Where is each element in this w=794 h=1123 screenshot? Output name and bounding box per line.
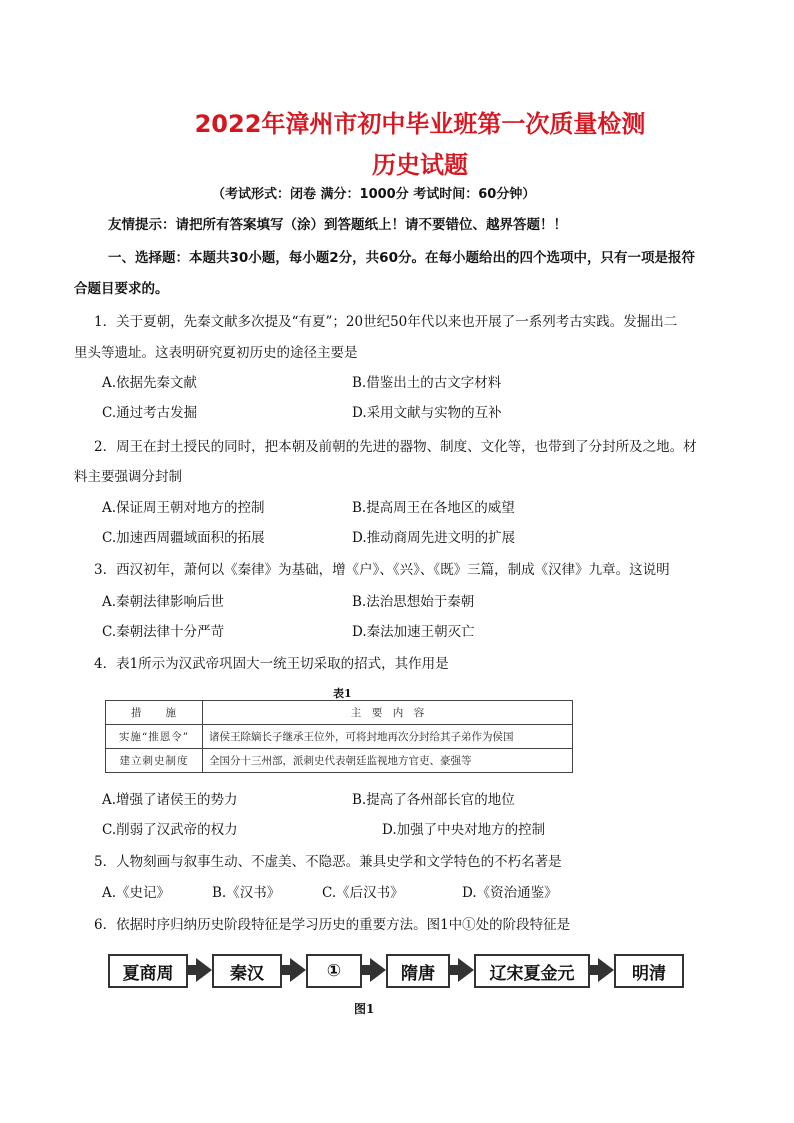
question-3-option-b[interactable]: B.法治思想始于秦朝	[352, 594, 475, 610]
arrow-right-icon	[370, 958, 386, 982]
question-1-option-c[interactable]: C.通过考古发掘	[102, 405, 198, 421]
table-header-row	[106, 701, 573, 725]
timeline-stage-blank: ①	[306, 954, 362, 988]
question-3-option-c[interactable]: C.秦朝法律十分严苛	[102, 624, 225, 640]
section-instruction-line2: 合题目要求的。	[74, 281, 169, 297]
timeline-stage: 秦汉	[212, 954, 282, 988]
question-5-stem: 5．人物刻画与叙事生动、不虚美、不隐恶。兼具史学和文学特色的不朽名著是	[94, 854, 562, 870]
table-cell: 实施“推恩令”	[106, 725, 203, 749]
table-cell: 诸侯王除嫡长子继承王位外，可将封地再次分封给其子弟作为侯国	[203, 725, 573, 749]
question-2-option-a[interactable]: A.保证周王朝对地方的控制	[102, 500, 265, 516]
question-1-stem-line1: 1．关于夏朝，先秦文献多次提及“有夏”；20世纪50年代以来也开展了一系列考古实践。发掘出二	[94, 314, 678, 330]
question-2-option-b[interactable]: B.提高周王在各地区的威望	[352, 500, 515, 516]
table-header-cell: 主 要 内 容	[203, 701, 573, 725]
question-1-option-a[interactable]: A.依据先秦文献	[102, 375, 198, 391]
timeline-stage: 隋唐	[386, 954, 450, 988]
question-2-stem-line2: 料主要强调分封制	[74, 469, 182, 485]
question-5-option-b[interactable]: B.《汉书》	[212, 885, 281, 901]
timeline-stage: 夏商周	[108, 954, 188, 988]
question-5-option-c[interactable]: C.《后汉书》	[322, 885, 404, 901]
arrow-right-icon	[196, 958, 212, 982]
question-4-stem: 4．表1所示为汉武帝巩固大一统王切采取的招式，其作用是	[94, 656, 449, 672]
question-4-option-a[interactable]: A.增强了诸侯王的势力	[102, 792, 238, 808]
question-1-option-d[interactable]: D.采用文献与实物的互补	[352, 405, 502, 421]
question-6-stem: 6．依据时序归纳历史阶段特征是学习历史的重要方法。图1中①处的阶段特征是	[94, 917, 571, 933]
arrow-right-icon	[598, 958, 614, 982]
table-cell: 全国分十三州部，派刺史代表朝廷监视地方官吏、豪强等	[203, 749, 573, 773]
table-1-caption: 表1	[333, 687, 352, 700]
exam-info: （考试形式：闭卷 满分：1000分 考试时间：60分钟）	[212, 187, 536, 202]
question-3-option-a[interactable]: A.秦朝法律影响后世	[102, 594, 225, 610]
question-2-stem-line1: 2．周王在封土授民的同时，把本朝及前朝的先进的器物、制度、文化等，也带到了分封所及之地。材	[94, 439, 697, 455]
figure-1-caption: 图1	[354, 1002, 375, 1016]
arrow-right-icon	[290, 958, 306, 982]
arrow-right-icon	[458, 958, 474, 982]
table-1	[105, 700, 573, 773]
question-2-option-d[interactable]: D.推动商周先进文明的扩展	[352, 530, 516, 546]
question-4-option-b[interactable]: B.提高了各州部长官的地位	[352, 792, 515, 808]
question-4-option-d[interactable]: D.加强了中央对地方的控制	[382, 822, 546, 838]
question-5-option-a[interactable]: A.《史记》	[102, 885, 171, 901]
question-4-option-c[interactable]: C.削弱了汉武帝的权力	[102, 822, 238, 838]
exam-subtitle: 历史试题	[372, 151, 468, 179]
section-instruction-line1: 一、选择题：本题共30小题，每小题2分，共60分。在每小题给出的四个选项中，只有一项是报符	[108, 250, 695, 266]
question-1-option-b[interactable]: B.借鉴出土的古文字材料	[352, 375, 502, 391]
question-3-option-d[interactable]: D.秦法加速王朝灭亡	[352, 624, 475, 640]
question-5-option-d[interactable]: D.《资治通鉴》	[462, 885, 558, 901]
figure-1-timeline	[108, 948, 698, 992]
question-3-stem: 3．西汉初年，萧何以《秦律》为基础，增《户》、《兴》、《既》三篇，制成《汉律》九章。这说明	[94, 562, 670, 578]
table-row	[106, 725, 573, 749]
timeline-stage: 明清	[614, 954, 684, 988]
table-header-cell: 措 施	[106, 701, 203, 725]
timeline-stage: 辽宋夏金元	[474, 954, 590, 988]
question-1-stem-line2: 里头等遗址。这表明研究夏初历史的途径主要是	[74, 345, 358, 361]
friendly-tip: 友情提示：请把所有答案填写（涂）到答题纸上！请不要错位、越界答题！！	[108, 217, 567, 233]
table-cell: 建立刺史制度	[106, 749, 203, 773]
table-row	[106, 749, 573, 773]
question-2-option-c[interactable]: C.加速西周疆域面积的拓展	[102, 530, 265, 546]
exam-title: 2022年漳州市初中毕业班第一次质量检测	[194, 110, 646, 138]
